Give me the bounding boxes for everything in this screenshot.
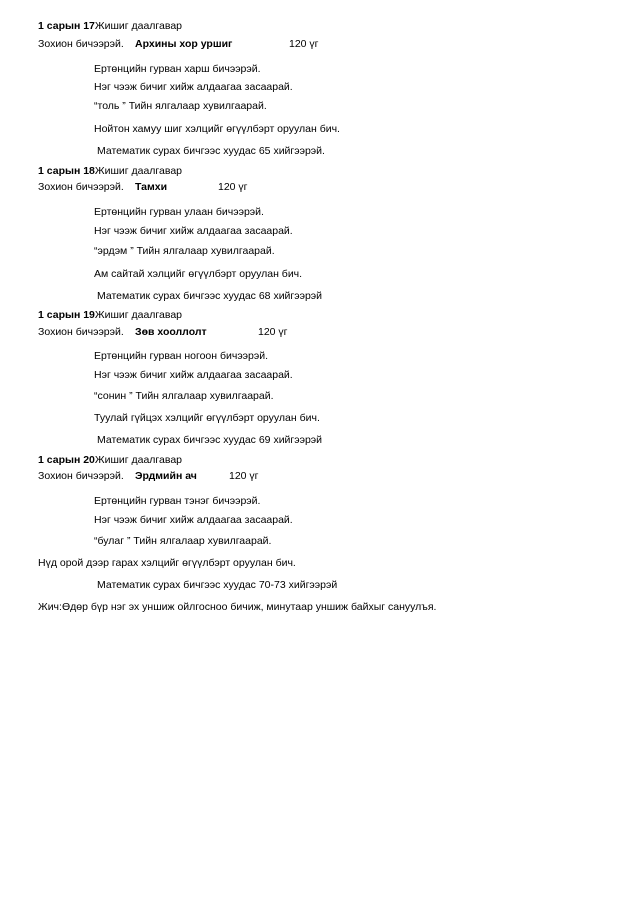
lesson-header	[38, 20, 182, 33]
lesson-date: 1 сарын 17	[38, 20, 95, 32]
lesson-activity: Зохион бичээрэй.	[38, 38, 124, 50]
lesson-line: Ертөнцийн гурван харш бичээрэй.	[94, 63, 261, 75]
lesson-line: Ертөнцийн гурван тэнэг бичээрэй.	[94, 495, 261, 507]
lesson-task: Жишиг даалгавар	[94, 309, 182, 321]
lesson-line: Нойтон хамуу шиг хэлцийг өгүүлбэрт оруулан бич.	[94, 123, 340, 135]
lesson-word-count: 120 үг	[289, 38, 319, 50]
lesson-activity: Зохион бичээрэй.	[38, 470, 124, 482]
lesson-essay-title: Тамхи	[135, 181, 168, 193]
lesson-header	[38, 454, 182, 467]
lesson-activity: Зохион бичээрэй.	[38, 181, 124, 193]
lesson-activity-row	[38, 181, 638, 194]
lesson-line: Ертөнцийн гурван ногоон бичээрэй.	[94, 350, 269, 362]
lesson-word-count: 120 үг	[218, 181, 248, 193]
lesson-line: Нэг чээж бичиг хийж алдаагаа засаарай.	[94, 514, 293, 526]
lesson-line: Ам сайтай хэлцийг өгүүлбэрт оруулан бич.	[94, 268, 303, 280]
lesson-line: Математик сурах бичгээс хуудас 70-73 хийгээрэй	[97, 579, 338, 591]
lesson-header	[38, 309, 182, 322]
lesson-line: “толь ” Тийн ялгалаар хувилгаарай.	[94, 100, 267, 112]
lesson-activity-row	[38, 38, 638, 51]
lesson-date: 1 сарын 18	[38, 165, 95, 177]
footer-note: Жич:Өдөр бүр нэг эх уншиж ойлгосноо бичиж, минутаар уншиж байхыг сануулъя.	[38, 601, 437, 613]
lesson-task: Жишиг даалгавар	[94, 454, 182, 466]
lesson-line: Нэг чээж бичиг хийж алдаагаа засаарай.	[94, 81, 293, 93]
lesson-line: “сонин ” Тийн ялгалаар хувилгаарай.	[94, 390, 274, 402]
lesson-task: Жишиг даалгавар	[94, 165, 182, 177]
lesson-essay-title: Зөв хооллолт	[135, 326, 207, 338]
lesson-line: Нүд орой дээр гарах хэлцийг өгүүлбэрт оруулан бич.	[38, 557, 296, 569]
lesson-activity: Зохион бичээрэй.	[38, 326, 124, 338]
lesson-line: Ертөнцийн гурван улаан бичээрэй.	[94, 206, 264, 218]
lesson-line: Математик сурах бичгээс хуудас 69 хийгээрэй	[97, 434, 323, 446]
lesson-task: Жишиг даалгавар	[94, 20, 182, 32]
lesson-date: 1 сарын 19	[38, 309, 95, 321]
lesson-activity-row	[38, 326, 638, 339]
lesson-line: “эрдэм ” Тийн ялгалаар хувилгаарай.	[94, 245, 275, 257]
lesson-activity-row	[38, 470, 638, 483]
lesson-date: 1 сарын 20	[38, 454, 95, 466]
lesson-line: Туулай гүйцэх хэлцийг өгүүлбэрт оруулан бич.	[94, 412, 320, 424]
lesson-header	[38, 165, 182, 178]
lesson-word-count: 120 үг	[229, 470, 259, 482]
lesson-word-count: 120 үг	[258, 326, 288, 338]
lesson-line: Нэг чээж бичиг хийж алдаагаа засаарай.	[94, 369, 293, 381]
lesson-line: Математик сурах бичгээс хуудас 68 хийгээрэй	[97, 290, 323, 302]
lesson-line: Математик сурах бичгээс хуудас 65 хийгээрэй.	[97, 145, 325, 157]
lesson-line: Нэг чээж бичиг хийж алдаагаа засаарай.	[94, 225, 293, 237]
lesson-line: “булаг ” Тийн ялгалаар хувилгаарай.	[94, 535, 272, 547]
lesson-essay-title: Архины хор уршиг	[135, 38, 233, 50]
lesson-essay-title: Эрдмийн ач	[135, 470, 197, 482]
